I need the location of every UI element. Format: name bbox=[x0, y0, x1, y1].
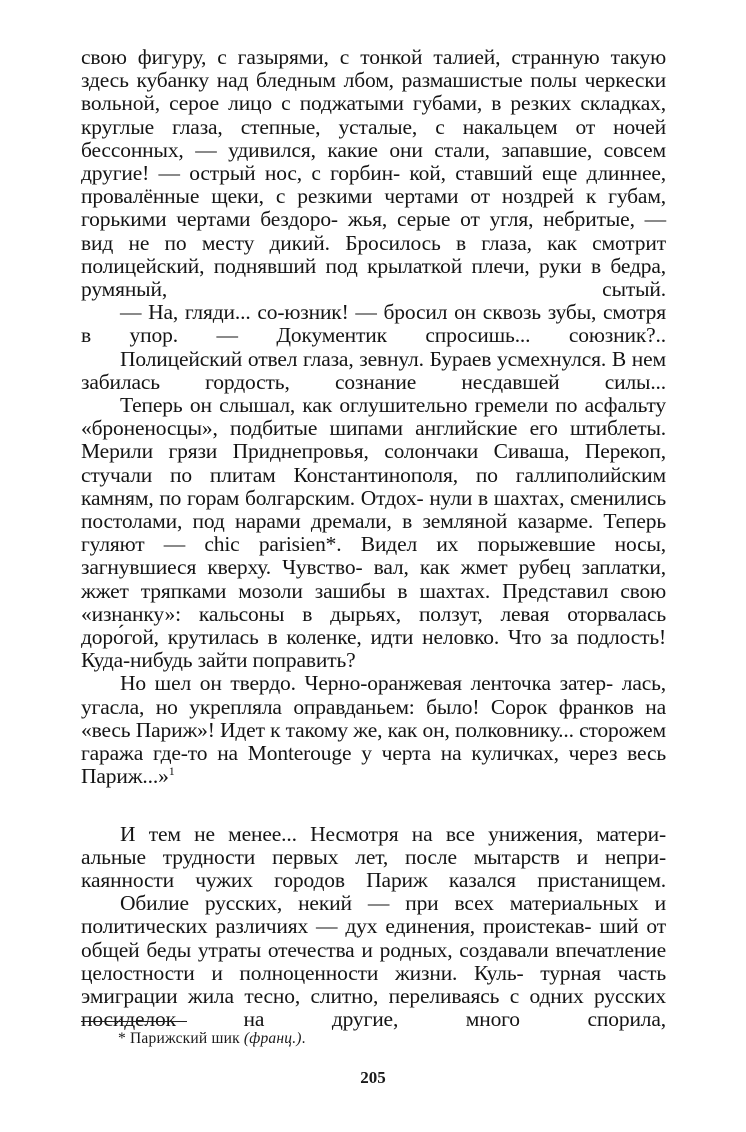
text-line: ший от общей беды утраты отечества и родных, создавали bbox=[81, 914, 666, 962]
paragraph-7 bbox=[81, 892, 666, 1031]
text-line: — На, гляди... со-юзник! — бросил он сквозь зубы, bbox=[120, 300, 597, 325]
text-line: вал, как жмет рубец заплатки, жжет тряпками мозоли bbox=[81, 555, 666, 603]
paragraph-5 bbox=[81, 672, 666, 788]
text-line: по галлиполийским камням, по горам болгарским. Отдох- bbox=[81, 462, 666, 510]
text-line: асфальту «броненосцы», подбитые шипами английские bbox=[81, 393, 666, 441]
footnote-reference: 1 bbox=[168, 764, 175, 779]
text-line: в дырьях, ползут, левая оторвалась доро́гой, крутилась bbox=[81, 601, 666, 650]
text-line: под крылаткой плечи, руки в бедра, румяный, сытый. bbox=[81, 253, 666, 302]
section-gap bbox=[81, 789, 666, 823]
paragraph-6 bbox=[81, 823, 666, 893]
paragraph-3 bbox=[81, 348, 666, 394]
text-line: полы черкески вольной, серое лицо с поджатыми губами, bbox=[81, 68, 666, 116]
text-line: каянности чужих городов Париж казался пристанищем. bbox=[81, 867, 666, 892]
text-line: у черта на куличках, через весь Париж...» bbox=[81, 741, 666, 789]
paragraph-4 bbox=[81, 394, 666, 672]
text-line: нули в шахтах, сменились постолами, под нарами дремали, bbox=[81, 485, 666, 534]
text-line: в земляной казарме. Теперь гуляют — chic parisien*. bbox=[81, 509, 666, 557]
text-line: свою фигуру, с газырями, с тонкой талией, странную bbox=[81, 45, 600, 69]
text-line: стали, запавшие, совсем другие! — острый нос, с горбин- bbox=[81, 137, 666, 186]
text-line: с накальцем от ночей бессонных, — удивился, какие они bbox=[81, 114, 666, 162]
footnote-divider bbox=[81, 1021, 187, 1022]
text-line: полковнику... сторожем гаража где-то на Monterouge bbox=[81, 717, 666, 766]
text-line: его штиблеты. Мерили грязи Приднепровья, солончаки bbox=[81, 416, 667, 464]
text-line: турная часть эмиграции жила тесно, слитно, переливаясь bbox=[81, 960, 666, 1008]
footnote-text: Парижский шик bbox=[130, 1030, 240, 1047]
text-line: чертами от ноздрей к губам, горькими чертами бездоро- bbox=[81, 184, 666, 232]
paragraph-2 bbox=[81, 301, 666, 347]
text-line: смотря в упор. — Документик спросишь... союзник?.. bbox=[81, 300, 666, 348]
text-line: и политических различиях — дух единения, проистекав- bbox=[81, 891, 666, 939]
text-line: В нем забилась гордость, сознание несдавшей силы... bbox=[81, 346, 666, 394]
text-line: Обилие русских, некий — при всех материальных bbox=[120, 891, 639, 916]
text-line: такую здесь кубанку над бледным лбом, размашистые bbox=[81, 45, 666, 93]
text-line: кой, ставший еще длиннее, провалённые щеки, с резкими bbox=[81, 161, 666, 209]
text-line: франков на «весь Париж»! Идет к такому же, как он, bbox=[81, 694, 666, 742]
text-line: лась, угасла, но укрепляла оправданьем: было! Сорок bbox=[81, 671, 666, 719]
paragraph-1 bbox=[81, 46, 666, 301]
text-line: Но шел он твердо. Черно-оранжевая ленточка затер- bbox=[120, 671, 614, 696]
text-line: альные трудности первых лет, после мытарств и непри- bbox=[81, 844, 666, 869]
footnote-marker: * bbox=[118, 1030, 126, 1047]
text-line: Сиваша, Перекоп, стучали по плитам Константинополя, bbox=[81, 439, 666, 487]
footnote-language: (франц.) bbox=[243, 1030, 302, 1047]
page-number: 205 bbox=[360, 1068, 386, 1087]
text-line: И тем не менее... Несмотря на все унижения, матери- bbox=[120, 821, 666, 846]
text-line: в коленке, идти неловко. Что за подлость! Куда-нибудь bbox=[81, 625, 666, 673]
footnote-end: . bbox=[301, 1030, 306, 1047]
text-line: в резких складках, круглые глаза, степные, усталые, bbox=[81, 91, 666, 139]
text-line: зайти поправить? bbox=[197, 648, 356, 673]
text-line: Теперь он слышал, как оглушительно гремели по bbox=[120, 393, 578, 418]
text-line: Полицейский отвел глаза, зевнул. Бураев усмехнулся. bbox=[120, 346, 607, 371]
text-line: жья, серые от угля, небритые, — вид не по месту дикий. bbox=[81, 207, 666, 255]
text-line: зашибы в шахтах. Представил свою «изнанку»: кальсоны bbox=[81, 578, 666, 626]
text-line: с одних русских посиделок на другие, много спорила, bbox=[81, 983, 666, 1032]
text-line: впечатление целостности и полноценности жизни. Куль- bbox=[81, 937, 666, 985]
page-body bbox=[81, 46, 666, 1031]
text-line: Видел их порыжевшие носы, загнувшиеся кверху. Чувство- bbox=[81, 532, 666, 580]
footnote bbox=[118, 1030, 306, 1048]
text-line: Бросилось в глаза, как смотрит полицейский, поднявший bbox=[81, 230, 666, 278]
